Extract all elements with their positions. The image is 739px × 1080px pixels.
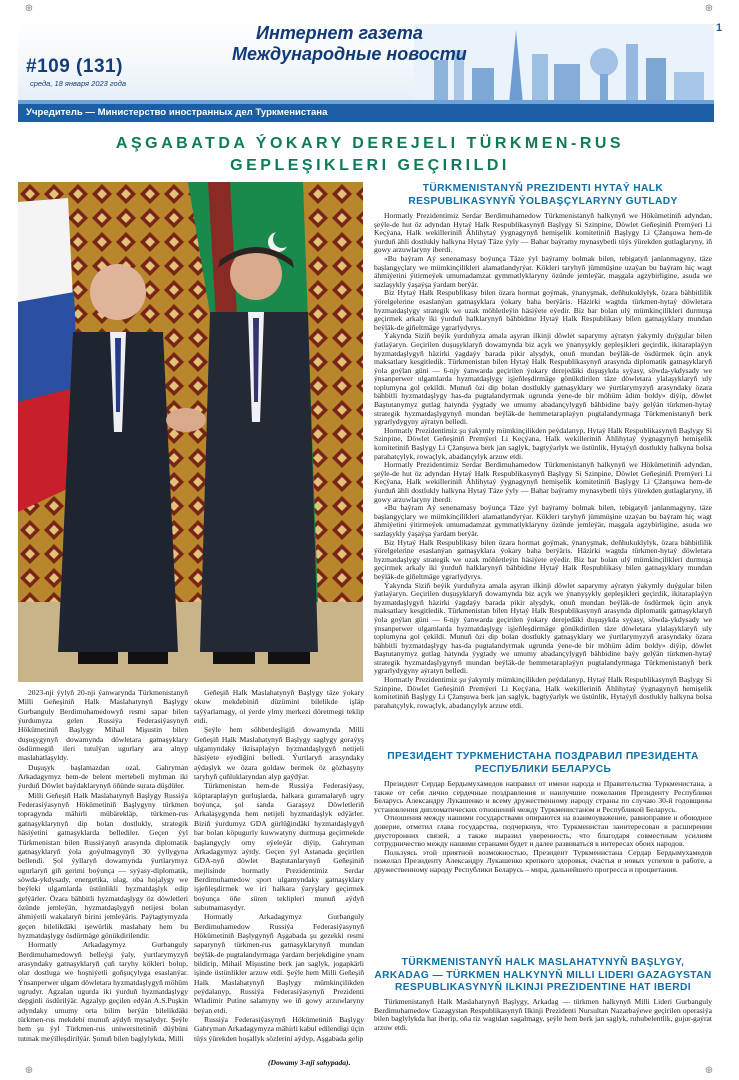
- paragraph: Пользуясь этой приятной возможностью, Президент Туркменистана Сердар Бердымухамедов пожелал Президенту Александру Лукашенко крепкого здоровья, счастья и новых успехов в работе, а дружественному народу Республики Беларусь – мира, дальнейшего прогресса и процветания.: [374, 847, 712, 874]
- paragraph: Президент Сердар Бердымухамедов направил от имени народа и Правительства Туркменистана, а также от себя лично сердечные поздравления и наилучшие пожелания Президенту Республики Беларусь Александру Лукашенко и всему дружественному народу страны по случаю 30-й годовщины установления дипломатических отношений между Туркменистаном и Республикой Беларусь.: [374, 780, 712, 814]
- main-headline: [40, 133, 700, 177]
- main-headline-line1: AŞGABATDA ÝOKARY DEREJELI TÜRKMEN-RUS: [115, 135, 625, 152]
- page-number: 1: [716, 22, 723, 34]
- handshake-photo: [18, 182, 363, 682]
- paragraph: Russiýa Federasiýasynyň Hökümetiniň Başlygy Gahryman Arkadagymyza mähirli kabul edilendigi üçin tüýs ýürekden hoşallyk sözlerini aýdyp, Aşgabada gelip: [194, 1015, 364, 1043]
- article3-headline: ПРЕЗИДЕНТ ТУРКМЕНИСТАНА ПОЗДРАВИЛ ПРЕЗИДЕНТА РЕСПУБЛИКИ БЕЛАРУСЬ: [387, 751, 699, 775]
- paragraph: Отношения между нашими государствами опираются на взаимоуважение, равноправие и обоюдное доверие, отметил глава государства, подчеркнув, что Туркменистан заинтересован в расширении двусторонних связей, а также выразил уверенность, что благодаря совместным усилиям сотрудничество между нашими странами будет и далее развиваться в интересах обоих народов.: [374, 813, 712, 849]
- paragraph: Türkmenistanyň Halk Maslahatynyň Başlygy, Arkadag — türkmen halkynyň Milli Lideri Gurbanguly Berdimuhamedow Gazagystan Respublikasynyň Ilkinji Prezidenti Nursultan Nazarbaýewe geçirilen operasiýa bilen baglylykda hat iberip, oňa tiz wagtdan sagalmagy, şeýle hem berk jan saglyk, ruhubelentlik, gujur-gaýrat arzuw etdi.: [374, 998, 712, 1032]
- left-article-column-2: [194, 688, 364, 1060]
- paragraph: «Bu baýram Aý senenamasy boýunça Täze ýyl baýramy bolmak bilen, tebigatyň janlanmagyny, täze başlangyçlary we mümkinçilikleri alamatlandyrýar. Kökleri taryhyň jümmüşine uzaýan bu baýram hiç wagt ähmiýetini ýitirmeýek umumadamzat gymmatlyklaryny özünde jemleýär, maşgala agzybirligine, asuda we sazlaşykly ýaşaýşa ýardam berýär.: [374, 253, 712, 289]
- article2-headline: TÜRKMENISTANYŇ PREZIDENTI HYTAÝ HALK RESPUBLIKASYNYŇ ÝOLBAŞÇYLARYNY GUTLADY: [408, 183, 678, 207]
- paragraph: Duşuşyk başlamazdan ozal, Gahryman Arkadagymyz hem-de belent mertebeli myhman iki ýurduň Döwlet baýdaklarynyň öňünde surata düşdüler.: [18, 762, 188, 791]
- paragraph: Hormatly Prezidentimiz Serdar Berdimuhamedow Türkmenistanyň halkynyň we Hökümetiniň adyndan, şeýle-de hut öz adyndan Hytaý Halk Respublikasynyň Başlygy Si Szinpine, Döwlet Geňeşiniň Premýeri Li Keçýana, Halk wekilleriniň Ählihytaý ýygnagynyň hemişelik komitetiniň Başlygy Li Çžanşuwa hem-de ýurduň ähli dostlukly halkyna Hytaý Täze ýyly — Bahar baýramy mynasybetli tüýs ýürekden gutlaglaryny, iň gowy arzuwlaryny iberdi.: [374, 212, 712, 255]
- masthead-banner: [18, 16, 714, 122]
- article4-headline: TÜRKMENISTANYŇ HALK MASLAHATYNYŇ BAŞLYGY, ARKADAG — TÜRKMEN HALKYNYŇ MILLI LIDERI GAZAGYSTAN RESPUBLIKASYNYŇ ILKINJI PREZIDENTINE HAT IBERDI: [374, 957, 712, 993]
- paragraph: «Bu baýram Aý senenamasy boýunça Täze ýyl baýramy bolmak bilen, tebigatyň janlanmagyny, täze başlangyçlary we mümkinçilikleri alamatlandyrýar. Kökleri taryhyň jümmüşine uzaýan bu baýram hiç wagt ähmiýetini ýitirmeýek umumadamzat gymmatlyklaryny özünde jemleýär, maşgala agzybirligine, asuda we sazlaşykly ýaşaýşa ýardam berýär.: [374, 503, 712, 538]
- paragraph: Hormatly Arkadagymyz Gurbanguly Berdimuhamedowyň belleýşi ýaly, ýurtlarymyzyň arasyndaky gatnaşyklaryň çuň taryhy kökleri bolup, olar dostluga we hoşniýetli goňşuçylyga esaslanýar. Ýnsanperwer ulgam döwletara hyzmatdaşlygyň möhüm ugrudyr. Agzalan ugurda iki ýurduň hyzmatdaşlygy depginli ösdürilýär. Agzalyp geçilen edýän A.S.Puşkin adyndaky umumy orta bilim berýän bilelikdäki türkmen-rus mekdebi munuň aýdyň mysalydyr. Şeýle hem şu ýyl Türkmen-rus uniwersitetiniň düýbüni tutmak meýilleşdirilýär. Şunuň bilen baglylykda, Milli: [18, 940, 188, 1043]
- crop-mark-bottom-right: ⊕: [704, 1065, 714, 1076]
- newspaper-title-line2: Международные новости: [232, 44, 467, 64]
- article2-body: [374, 212, 712, 747]
- main-headline-line2: GEPLEŞIKLERI GEÇIRILDI: [230, 157, 510, 174]
- issue-number: #109 (131): [26, 56, 123, 77]
- issue-date: среда, 18 января 2023 года: [30, 79, 127, 88]
- left-article-column-1: [18, 688, 188, 1068]
- paragraph: 2023-nji ýylyň 20-nji ýanwarynda Türkmenistanyň Milli Geňeşiniň Halk Maslahatynyň Başlygy Gurbanguly Berdimuhamedowyň resmi sapar bilen ýurdumyza gelen Russiýa Federasiýasynyň Hökümetiniň Başlygy Mihail Mişustin bilen duşuşygynyň dowamynda döwletara gatnaşyklary ösdürmegiň ileri tutulýan ugurlary ara alnyp maslahatlaşyldy.: [18, 688, 188, 763]
- crop-mark-top-right: ⊕: [704, 3, 714, 14]
- paragraph: Ýakynda Siziň beýik ýurduňyza amala aşyran ilkinji döwlet saparymy aýratyn ýakymly duýgular bilen ýatlaýaryn. Geçirilen duşuşyklaryň dowamynda biz açyk we ýnanyşykly gepleşikleri geçirdik, ikitaraplaýyn hyzmatdaşlygyň häzirki ýagdaýy barada pikir alyşdyk, onuň mundan beýläk-de ösdürmek üçin anyk maksatlary kesgitledik. Türkmenistan bilen Hytaý Halk Respublikasynyň arasynda diplomatik gatnaşyklaryň ýola goýlan güni — 6-njy ýanwarda geçirilen ýokary derejedäki duşuşykda syýasy, söwda-ykdysady we ýnsanperwer ulgamlarda hyzmatdaşlygy işjeňleşdirmäge gönükdirilen täze döwletara ylalaşyklaryň uly toplumyna gol çekildi. Munuň özi dip bolan dostlukly gatnaşyklary we ýurtlarymyzyň arasyndaky özara bähbitli hyzmatdaşlygy has-da pugtalandyrmak ugrunda ýene-de bir möhüm ädim boldy» diýip, döwlet Baştutanymyz gutlag hatynda ýygtady we umumy abadançylygyň bähbidine baýy gelýän türkmen-hytaý strategik hyzmatdaşlygynyň mundan beýläk-de hemmetaraplaýyn pugtalandyrmaga Türkmenistanyň berk ygrarlydygyny aýratyn belledi.: [374, 580, 712, 676]
- newspaper-title-line1: Интернет газета: [256, 23, 423, 43]
- paragraph: Ýakynda Siziň beýik ýurduňyza amala aşyran ilkinji döwlet saparymy aýratyn ýakymly duýgular bilen ýatlaýaryn. Geçirilen duşuşyklaryň dowamynda biz açyk we ýnanyşykly gepleşikleri geçirdik, ikitaraplaýyn hyzmatdaşlygyň häzirki ýagdaýy barada pikir alyşdyk, onuň mundan beýläk-de ösdürmek üçin anyk maksatlary kesgitledik. Türkmenistan bilen Hytaý Halk Respublikasynyň arasynda diplomatik gatnaşyklaryň ýola goýlan güni — 6-njy ýanwarda geçirilen ýokary derejedäki duşuşykda syýasy, söwda-ykdysady we ýnsanperwer ulgamlarda hyzmatdaşlygy işjeňleşdirmäge gönükdirilen täze döwletara ylalaşyklaryň uly toplumyna gol çekildi. Munuň özi dip bolan dostlukly gatnaşyklary we ýurtlarymyzyň arasyndaky özara bähbitli hyzmatdaşlygy has-da pugtalandyrmak ugrunda ýene-de bir möhüm ädim boldy» diýip, döwlet Baştutanymyz gutlag hatynda ýygtady we umumy abadançylygyň bähbidine baýy gelýän türkmen-hytaý strategik hyzmatdaşlygynyň mundan beýläk-de hemmetaraplaýyn pugtalandyrmaga Türkmenistanyň berk ygrarlydygyny aýratyn belledi.: [374, 331, 712, 427]
- continued-note: (Dowamy 3-nji sahypada).: [268, 1058, 351, 1067]
- paragraph: Biz Hytaý Halk Respublikasy bilen özara hormat goýmak, ýnanyşmak, deňhukuklylyk, özara bähbitlilik ýörelgelerine esaslanýan gatnaşyklara ýokary baha berýäris. Häzirki wagtda türkmen-hytaý döwletara hyzmatdaşlygy strategik we uzak möhletleýin häsiýete eýedir. Biz bar bolan ulý mümkinçilikleri durmuşa geçirmek arkaly iki ýurduň halklarynyň bähbidine Hytaý Halk Respublikasy bilen gatnaşyklary mundan beýläk-de giňeltmäge ygrarlydyrys.: [374, 537, 712, 581]
- paragraph: Biz Hytaý Halk Respublikasy bilen özara hormat goýmak, ýnanyşmak, deňhukuklylyk, özara bähbitlilik ýörelgelerine esaslanýan gatnaşyklara ýokary baha berýäris. Häzirki wagtda türkmen-hytaý döwletara hyzmatdaşlygy strategik we uzak möhletleýin häsiýete eýedir. Biz bar bolan ulý mümkinçilikleri durmuşa geçirmek arkaly iki ýurduň halklarynyň bähbidine Hytaý Halk Respublikasy bilen gatnaşyklary mundan beýläk-de giňeltmäge ygrarlydyrys.: [374, 288, 712, 332]
- crop-mark-bottom-left: ⊕: [24, 1065, 34, 1076]
- paragraph: Hormatly Prezidentimiz Serdar Berdimuhamedow Türkmenistanyň halkynyň we Hökümetiniň adyndan, şeýle-de hut öz adyndan Hytaý Halk Respublikasynyň Başlygy Si Szinpine, Döwlet Geňeşiniň Premýeri Li Keçýana, Halk wekilleriniň Ählihytaý ýygnagynyň hemişelik komitetiniň Başlygy Li Çžanşuwa hem-de ýurduň ähli dostlukly halkyna Hytaý Täze ýyly — Bahar baýramy mynasybetli tüýs ýürekden gutlaglaryny, iň gowy arzuwlaryny iberdi.: [374, 460, 712, 504]
- article3-body: [374, 780, 712, 970]
- paragraph: Türkmenistan hem-de Russiýa Federasiýasy, köptaraplaýyn gurluşlarda, halkara guramalaryň ugry boýunça, şol sanda Garaşsyz Döwletleriň Arkalaşygynda hem netijeli hyzmatdaşlyk edýärler. Biziň ýurdumyz GDA gürlüğindäki hyzmatdaşlygyň bar bolan köpugurly kuwwatyny durmuşa geçirmekde başlangyçly orny eýeleýär diýip, Gahryman Arkadagymyz aýtdy. Geçen ýyl Astanada geçirilen GDA-nyň döwlet Baştutanlarynyň Geňeşiniň mejlisinde hormatly Prezidentimiz Serdar Berdimuhamedow sport ulgamyndaky gatnaşyklary işjeňleşdirmek we iri halkara ýaryşlary geçirmek boýunça öňe süren teklipleri munuň aýdyň subutnamasydyr.: [194, 781, 364, 912]
- paragraph: Hormatly Arkadagymyz Gurbanguly Berdimuhamedow Russiýa Federasiýasynyň Hökümetiniň Başlygynyň Aşgabada şu gezekki resmi saparynyň türkmen-rus gatnaşyklarynyň mundan beýläk-de pugtalandyrmaga ýardam berjekdigine ynam bildirip, Mihail Mişustine berk jan saglyk, jogapkärli işinde üstünlikler arzuw etdi. Şeýle hem Milli Geňeşiň Halk Maslahatynyň Başlygy mümkinçilikden peýdalanyp, Russiýa Federasiýasynyň Prezidenti Wladimir Putine salamyny we iň gowy arzuwlaryny beýan etdi.: [194, 912, 364, 1015]
- founder-line: Учредитель — Министерство иностранных дел Туркменистана: [26, 107, 328, 118]
- article4-body: [374, 998, 712, 1070]
- crop-mark-top-left: ⊕: [24, 3, 34, 14]
- paragraph: Hormatly Prezidentimiz şu ýakymly mümkinçilikden peýdalanyp, Hytaý Halk Respublikasynyň Başlygy Si Szinpine, Döwlet Geňeşiniň Premýeri Li Keçýana, Halk wekilleriniň Ählihytaý ýygnagynyň hemişelik komitetiniň Başlygy Li Çžanşuwa berk jan saglyk, bagtyýarlyk we üstünlik, Hytaýyň dostlukly halkyna bolsa parahatçylyk, rowaçlyk, abadançylyk arzuw etdi.: [374, 425, 712, 461]
- paragraph: Şeýle hem söhbetdeşligiň dowamynda Milli Geňeşiň Halk Maslahatynyň Başlygy saglygy goraýyş ulgamyndaky iktisaplaýyn hyzmatdaşlygyň netijeli häsiýete eýediğini belledi. Ýurtlaryň arasyndaky aýdaşlyk we özara goldaw bermek öz gözbaşyny taryhyň çuňluklaryndan alyp gaýdýar.: [194, 725, 364, 782]
- paragraph: Hormatly Prezidentimiz şu ýakymly mümkinçilikden peýdalanyp, Hytaý Halk Respublikasynyň Başlygy Si Szinpine, Döwlet Geňeşiniň Premýeri Li Keçýana, Halk wekilleriniň Ählihytaý ýygnagynyň hemişelik komitetiniň Başlygy Li Çžanşuwa berk jan saglyk, bagtyýarlyk we üstünlik, Hytaýyň dostlukly halkyna bolsa parahatçylyk, rowaçlyk, abadançylyk arzuw etdi.: [374, 675, 712, 710]
- paragraph: Geňeşiň Halk Maslahatynyň Başlygy täze ýokary okuw mekdebiniň düzümini bilelikde işläp taýýarlamagy, ol ýerde ylmy merkezi döretmegi teklip etdi.: [194, 688, 364, 726]
- handshake-photo-illustration: [18, 182, 363, 682]
- paragraph: Milli Geňeşiň Halk Maslahatynyň Başlygy Russiýa Federasiýasynyň Hökümetiniň Başlygyny türkmen topragynda mähirli mübärekläp, türkmen-rus gatnaşyklarynyň dip bolan dostlukly, strategik häsiýetini gatnaşyklarda bellediler. Geçen ýyl Türkmenistan bilen Russiýanyň arasynda diplomatik gatnaşyklaryň ýola goýulmagynyň 30 ýyllygyna bellendi. Şol ýyllaryň dowamynda ýurtlarymyz ugurlaryň giň gerimi boýunça — syýasy-diplomatik, söwda-ykdysady, energetika, ulag, oba hojalygy we beýleki ulgamlarda üstünlikli hyzmatdaşlyk edip gelýärler. Özara bähbitli hyzmatdaşlygy öz döwletleri özünde jemleýän, hyzmatdaşlygyň netijesi bolan ähmiýetli wakalaryň birini jemleýäris. Paýtagtymyzda geçen bilelikdäki işewürlik maslahaty hem bu hyzmatdaşlygy ösdürmäge gönükdirilendir.: [18, 790, 188, 940]
